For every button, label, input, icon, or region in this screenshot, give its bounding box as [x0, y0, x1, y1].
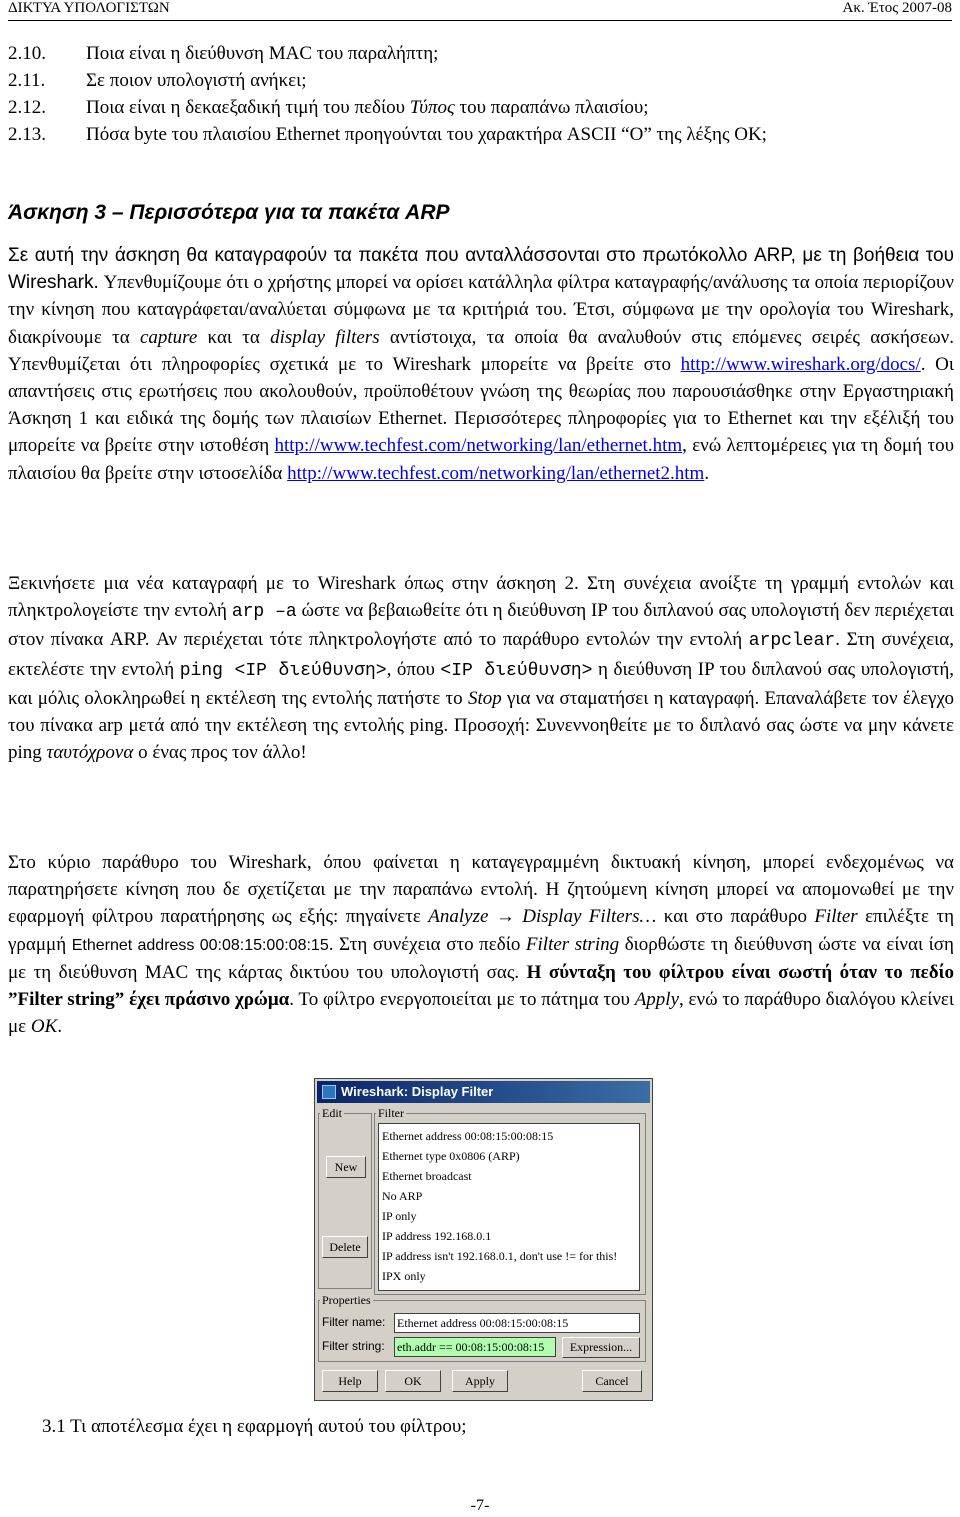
- wireshark-docs-link[interactable]: http://www.wireshark.org/docs/: [680, 353, 921, 375]
- filter-item[interactable]: Ethernet type 0x0806 (ARP): [382, 1149, 520, 1163]
- filter-item[interactable]: Ethernet broadcast: [382, 1169, 472, 1183]
- cmd-ping: ping <IP διεύθυνση>: [179, 660, 387, 681]
- question-2-12: 2.12. Ποια είναι η δεκαεξαδική τιμή του πεδίου Τύπος του παραπάνω πλαισίου;: [8, 97, 649, 118]
- filter-item[interactable]: IP address isn't 192.168.0.1, don't use != for this!: [382, 1249, 618, 1263]
- new-button[interactable]: New: [326, 1156, 366, 1178]
- capture-instructions: Ξεκινήσετε μια νέα καταγραφή με το Wireshark όπως στην άσκηση 2. Στη συνέχεια ανοίξτε τη γραμμή εντολών και πληκτρολογείστε την εντολή arp –a ώστε να βεβαιωθείτε ότι η διεύθυνση IP του διπλανού σας υπολογιστή δεν περιέχεται στον πίνακα ARP. Αν περιέχεται τότε πληκτρολογήστε από το παράθυρο εντολών την εντολή arpclear. Στη συνέχεια, εκτελέστε την εντολή ping <IP διεύθυνση>, όπου <IP διεύθυνση> η διεύθυνση IP του διπλανού σας υπολογιστή, και μόλις ολοκληρωθεί η εκτέλεση της εντολής πατήστε το Stop για να σταματήσει η καταγραφή. Επαναλάβετε τον έλεγχο του πίνακα arp μετά από την εκτέλεση της εντολής ping. Προσοχή: Συνεννοηθείτε με το διπλανό σας ώστε να μην κάνετε ping ταυτόχρονα ο ένας προς τον άλλο!: [8, 573, 955, 764]
- cmd-arp: arp –a: [231, 602, 297, 623]
- question-2-11: 2.11. Σε ποιον υπολογιστή ανήκει;: [8, 70, 307, 91]
- dialog-titlebar[interactable]: [317, 1081, 650, 1103]
- filter-name-input[interactable]: Ethernet address 00:08:15:00:08:15: [394, 1313, 640, 1333]
- help-button[interactable]: Help: [322, 1370, 378, 1392]
- header-year: Ακ. Έτος 2007-08: [842, 0, 952, 16]
- properties-group-label: Properties: [322, 1293, 371, 1307]
- header-rule: [8, 20, 952, 21]
- cmd-arpclear: arpclear: [748, 631, 836, 652]
- filter-string-label: Filter string:: [322, 1339, 385, 1353]
- page-header: [8, 0, 952, 22]
- dialog-title: Wireshark: Display Filter: [341, 1084, 494, 1099]
- ethernet2-link[interactable]: http://www.techfest.com/networking/lan/ethernet2.htm: [287, 462, 705, 484]
- filter-name-label: Filter name:: [322, 1315, 386, 1329]
- ethernet-link[interactable]: http://www.techfest.com/networking/lan/ethernet.htm: [274, 435, 683, 457]
- filter-item[interactable]: Ethernet address 00:08:15:00:08:15: [382, 1129, 554, 1143]
- question-2-10: 2.10. Ποια είναι η διεύθυνση MAC του παραλήπτη;: [8, 43, 439, 64]
- filter-item[interactable]: No ARP: [382, 1189, 423, 1203]
- filter-item[interactable]: IP only: [382, 1209, 417, 1223]
- intro-paragraph: Σε αυτή την άσκηση θα καταγραφούν τα πακέτα που ανταλλάσσονται στο πρωτόκολλο ARP, με τη βοήθεια του Wireshark. Υπενθυμίζουμε ότι ο χρήστης μπορεί να ορίσει κατάλληλα φίλτρα καταγραφής/ανάλυσης τα οποία περιορίζουν την κίνηση που καταγράφεται/αναλύεται σύμφωνα με τα κριτήριά του. Έτσι, σύμφωνα με την ορολογία του Wireshark, διακρίνουμε τα capture και τα display filters αντίστοιχα, τα οποία θα αναλυθούν στις επόμενες σειρές ασκήσεων. Υπενθυμίζεται ότι πληροφορίες σχετικά με το Wireshark μπορείτε να βρείτε στο http://www.wireshark.org/docs/. Οι απαντήσεις στις ερωτήσεις που ακολουθούν, προϋποθέτουν γνώση της θεωρίας που παρουσιάσθηκε στην Εργαστηριακή Άσκηση 1 και ειδικά της δομής των πλαισίων Ethernet. Περισσότερες πληροφορίες για το Ethernet και την εξέλιξή του μπορείτε να βρείτε στην ιστοθέση http://www.techfest.com/networking/lan/ethernet.htm, ενώ λεπτομέρειες για τη δομή του πλαισίου θα βρείτε στην ιστοσελίδα http://www.techfest.com/networking/lan/ethernet2.htm.: [8, 245, 955, 484]
- filter-item[interactable]: IPX only: [382, 1269, 426, 1283]
- edit-group-label: Edit: [322, 1106, 342, 1120]
- question-2-13: 2.13. Πόσα byte του πλαισίου Ethernet προηγούνται του χαρακτήρα ASCII “O” της λέξης OK;: [8, 124, 767, 145]
- question-3-1: 3.1 Τι αποτέλεσμα έχει η εφαρμογή αυτού του φίλτρου;: [42, 1416, 467, 1437]
- ok-button[interactable]: OK: [385, 1370, 441, 1392]
- filter-group-label: Filter: [378, 1106, 404, 1120]
- page-number: -7-: [470, 1497, 490, 1514]
- edit-group: [318, 1113, 372, 1289]
- cancel-button[interactable]: Cancel: [582, 1370, 642, 1392]
- cmd-ip: <IP διεύθυνση>: [440, 660, 593, 681]
- wireshark-icon: [322, 1085, 336, 1099]
- filter-instructions: Στο κύριο παράθυρο του Wireshark, όπου φαίνεται η καταγεγραμμένη δικτυακή κίνηση, μπορεί ενδεχομένως να παρατηρήσετε κίνηση που δε σχετίζεται με την παραπάνω εντολή. Η ζητούμενη κίνηση μπορεί να απομονωθεί με την εφαρμογή φίλτρου παρατήρησης ως εξής: πηγαίνετε Analyze → Display Filters… και στο παράθυρο Filter επιλέξτε τη γραμμή Ethernet address 00:08:15:00:08:15. Στη συνέχεια στο πεδίο Filter string διορθώστε τη διεύθυνση ώστε να είναι ίση με τη διεύθυνση MAC της κάρτας δικτύου του υπολογιστή σας. Η σύνταξη του φίλτρου είναι σωστή όταν το πεδίο ”Filter string” έχει πράσινο χρώμα. Το φίλτρο ενεργοποιείται με το πάτημα του Apply, ενώ το παράθυρο διαλόγου κλείνει με OK.: [8, 852, 955, 1038]
- apply-button[interactable]: Apply: [452, 1370, 508, 1392]
- exercise-title: Άσκηση 3 – Περισσότερα για τα πακέτα ARP: [8, 201, 450, 224]
- delete-button[interactable]: Delete: [322, 1236, 368, 1258]
- expression-button[interactable]: Expression...: [562, 1337, 640, 1358]
- filter-item[interactable]: IP address 192.168.0.1: [382, 1229, 492, 1243]
- arrow-icon: →: [495, 906, 515, 928]
- filter-string-input[interactable]: eth.addr == 00:08:15:00:08:15: [394, 1337, 556, 1357]
- header-course: ΔΙΚΤΥΑ ΥΠΟΛΟΓΙΣΤΩΝ: [8, 0, 170, 16]
